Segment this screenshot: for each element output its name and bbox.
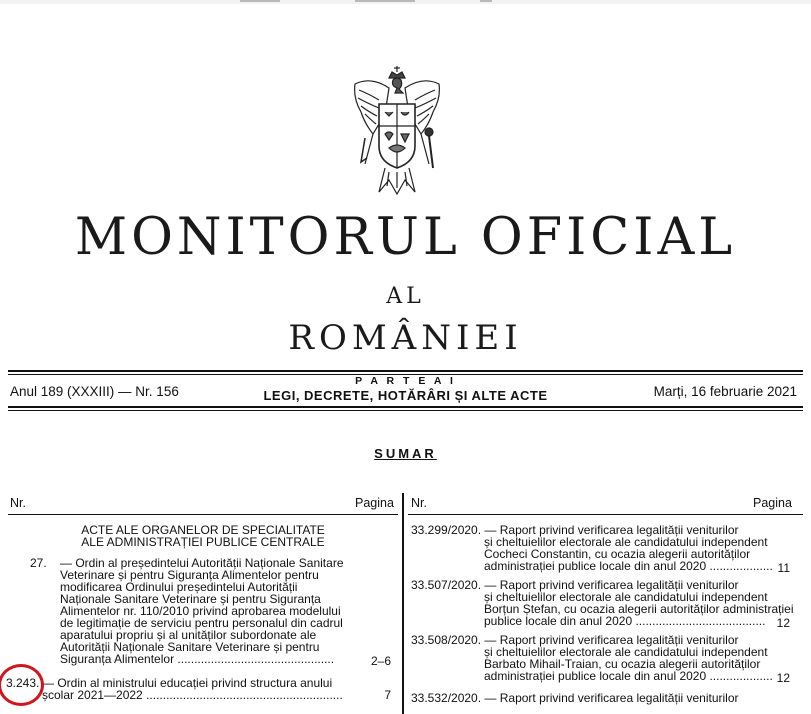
right-col-header-rule bbox=[408, 514, 803, 515]
entry-text: modificarea Ordinului președintelui Autorității bbox=[60, 580, 298, 594]
entry-page: 2–6 bbox=[370, 654, 391, 668]
entry-number: 3.243. bbox=[6, 676, 40, 690]
header-rule bbox=[8, 370, 803, 372]
entry-text: 33.507/2020. — Raport privind verificarea legalității veniturilor bbox=[411, 578, 739, 592]
entry-text: și cheltuielilor electorale ale candidatului independent bbox=[484, 535, 768, 549]
entry-page: 12 bbox=[776, 671, 790, 685]
entry-text: și cheltuielilor electorale ale candidatului independent bbox=[484, 645, 768, 659]
entry-text: Naționale Sanitare Veterinare și pentru Siguranța bbox=[60, 592, 321, 606]
part-label: P A R T E A I bbox=[355, 375, 456, 387]
entry-number: 27. bbox=[30, 556, 47, 570]
entry-page: 12 bbox=[776, 616, 790, 630]
entry-text: — Ordin al președintelui Autorității Naționale Sanitare bbox=[60, 556, 344, 570]
top-strip-mark bbox=[480, 0, 492, 2]
header-rule bbox=[8, 410, 803, 411]
left-col-nr-header: Nr. bbox=[10, 496, 26, 510]
top-strip bbox=[0, 0, 811, 4]
category-heading: ALE ADMINISTRAȚIEI PUBLICE CENTRALE bbox=[81, 535, 325, 549]
top-strip-mark bbox=[240, 0, 280, 2]
entry-text: de legitimație de serviciu pentru personalul din cadrul bbox=[60, 616, 343, 630]
entry-text: — Ordin al ministrului educației privind structura anului bbox=[42, 676, 333, 690]
entry-text: Siguranța Alimentelor ............................................... bbox=[60, 652, 335, 666]
entry-text: Veterinare și pentru Siguranța Alimentelor pentru bbox=[60, 568, 319, 582]
right-col-nr-header: Nr. bbox=[411, 496, 427, 510]
masthead-country: ROMÂNIEI bbox=[288, 318, 523, 358]
entry-text: administrației publice locale din anul 2020 ................... bbox=[484, 669, 773, 683]
entry-text: și cheltuielilor electorale ale candidatului independent bbox=[484, 590, 768, 604]
entry-text: aparatului propriu și al unităților subordonate ale bbox=[60, 628, 317, 642]
column-divider bbox=[402, 493, 404, 714]
category-heading: ACTE ALE ORGANELOR DE SPECIALITATE bbox=[81, 523, 325, 537]
entry-page: 11 bbox=[777, 561, 790, 575]
issue-date: Marți, 16 februarie 2021 bbox=[653, 384, 797, 399]
entry-text: 33.299/2020. — Raport privind verificarea legalității veniturilor bbox=[411, 523, 739, 537]
header-rule bbox=[8, 406, 803, 408]
romanian-coat-of-arms-icon bbox=[349, 64, 445, 196]
entry-text: 33.532/2020. — Raport privind verificarea legalității veniturilor bbox=[411, 691, 739, 705]
masthead-al: AL bbox=[386, 284, 425, 309]
entry-text: Borțun Ștefan, cu ocazia alegerii autorităților administrației bbox=[484, 602, 794, 616]
entry-page: 7 bbox=[384, 688, 391, 702]
left-col-header-rule bbox=[8, 514, 398, 515]
summary-title: SUMAR bbox=[374, 446, 437, 461]
entry-text: Barbato Mihail-Traian, cu ocazia alegerii autorităților bbox=[484, 657, 761, 671]
right-col-page-header: Pagina bbox=[753, 496, 792, 510]
highlight-circle bbox=[0, 664, 44, 706]
left-col-page-header: Pagina bbox=[355, 496, 394, 510]
section-title: LEGI, DECRETE, HOTĂRÂRI ȘI ALTE ACTE bbox=[263, 388, 548, 403]
top-strip-mark bbox=[355, 0, 415, 2]
masthead-title: MONITORUL OFICIAL bbox=[74, 208, 737, 267]
entry-text: 33.508/2020. — Raport privind verificarea legalității veniturilor bbox=[411, 633, 739, 647]
entry-text: școlar 2021—2022 ........................................................... bbox=[42, 688, 343, 702]
entry-text: Autorității Naționale Sanitare Veterinare și pentru bbox=[60, 640, 320, 654]
entry-text: Alimentelor nr. 110/2010 privind aprobarea modelului bbox=[60, 604, 341, 618]
entry-text: administrației publice locale din anul 2020 ................... bbox=[484, 559, 773, 573]
entry-text: Cocheci Constantin, cu ocazia alegerii autorităților bbox=[484, 547, 751, 561]
issue-number: Anul 189 (XXXIII) — Nr. 156 bbox=[10, 384, 179, 399]
entry-text: publice locale din anul 2020 ....................................... bbox=[484, 614, 766, 628]
